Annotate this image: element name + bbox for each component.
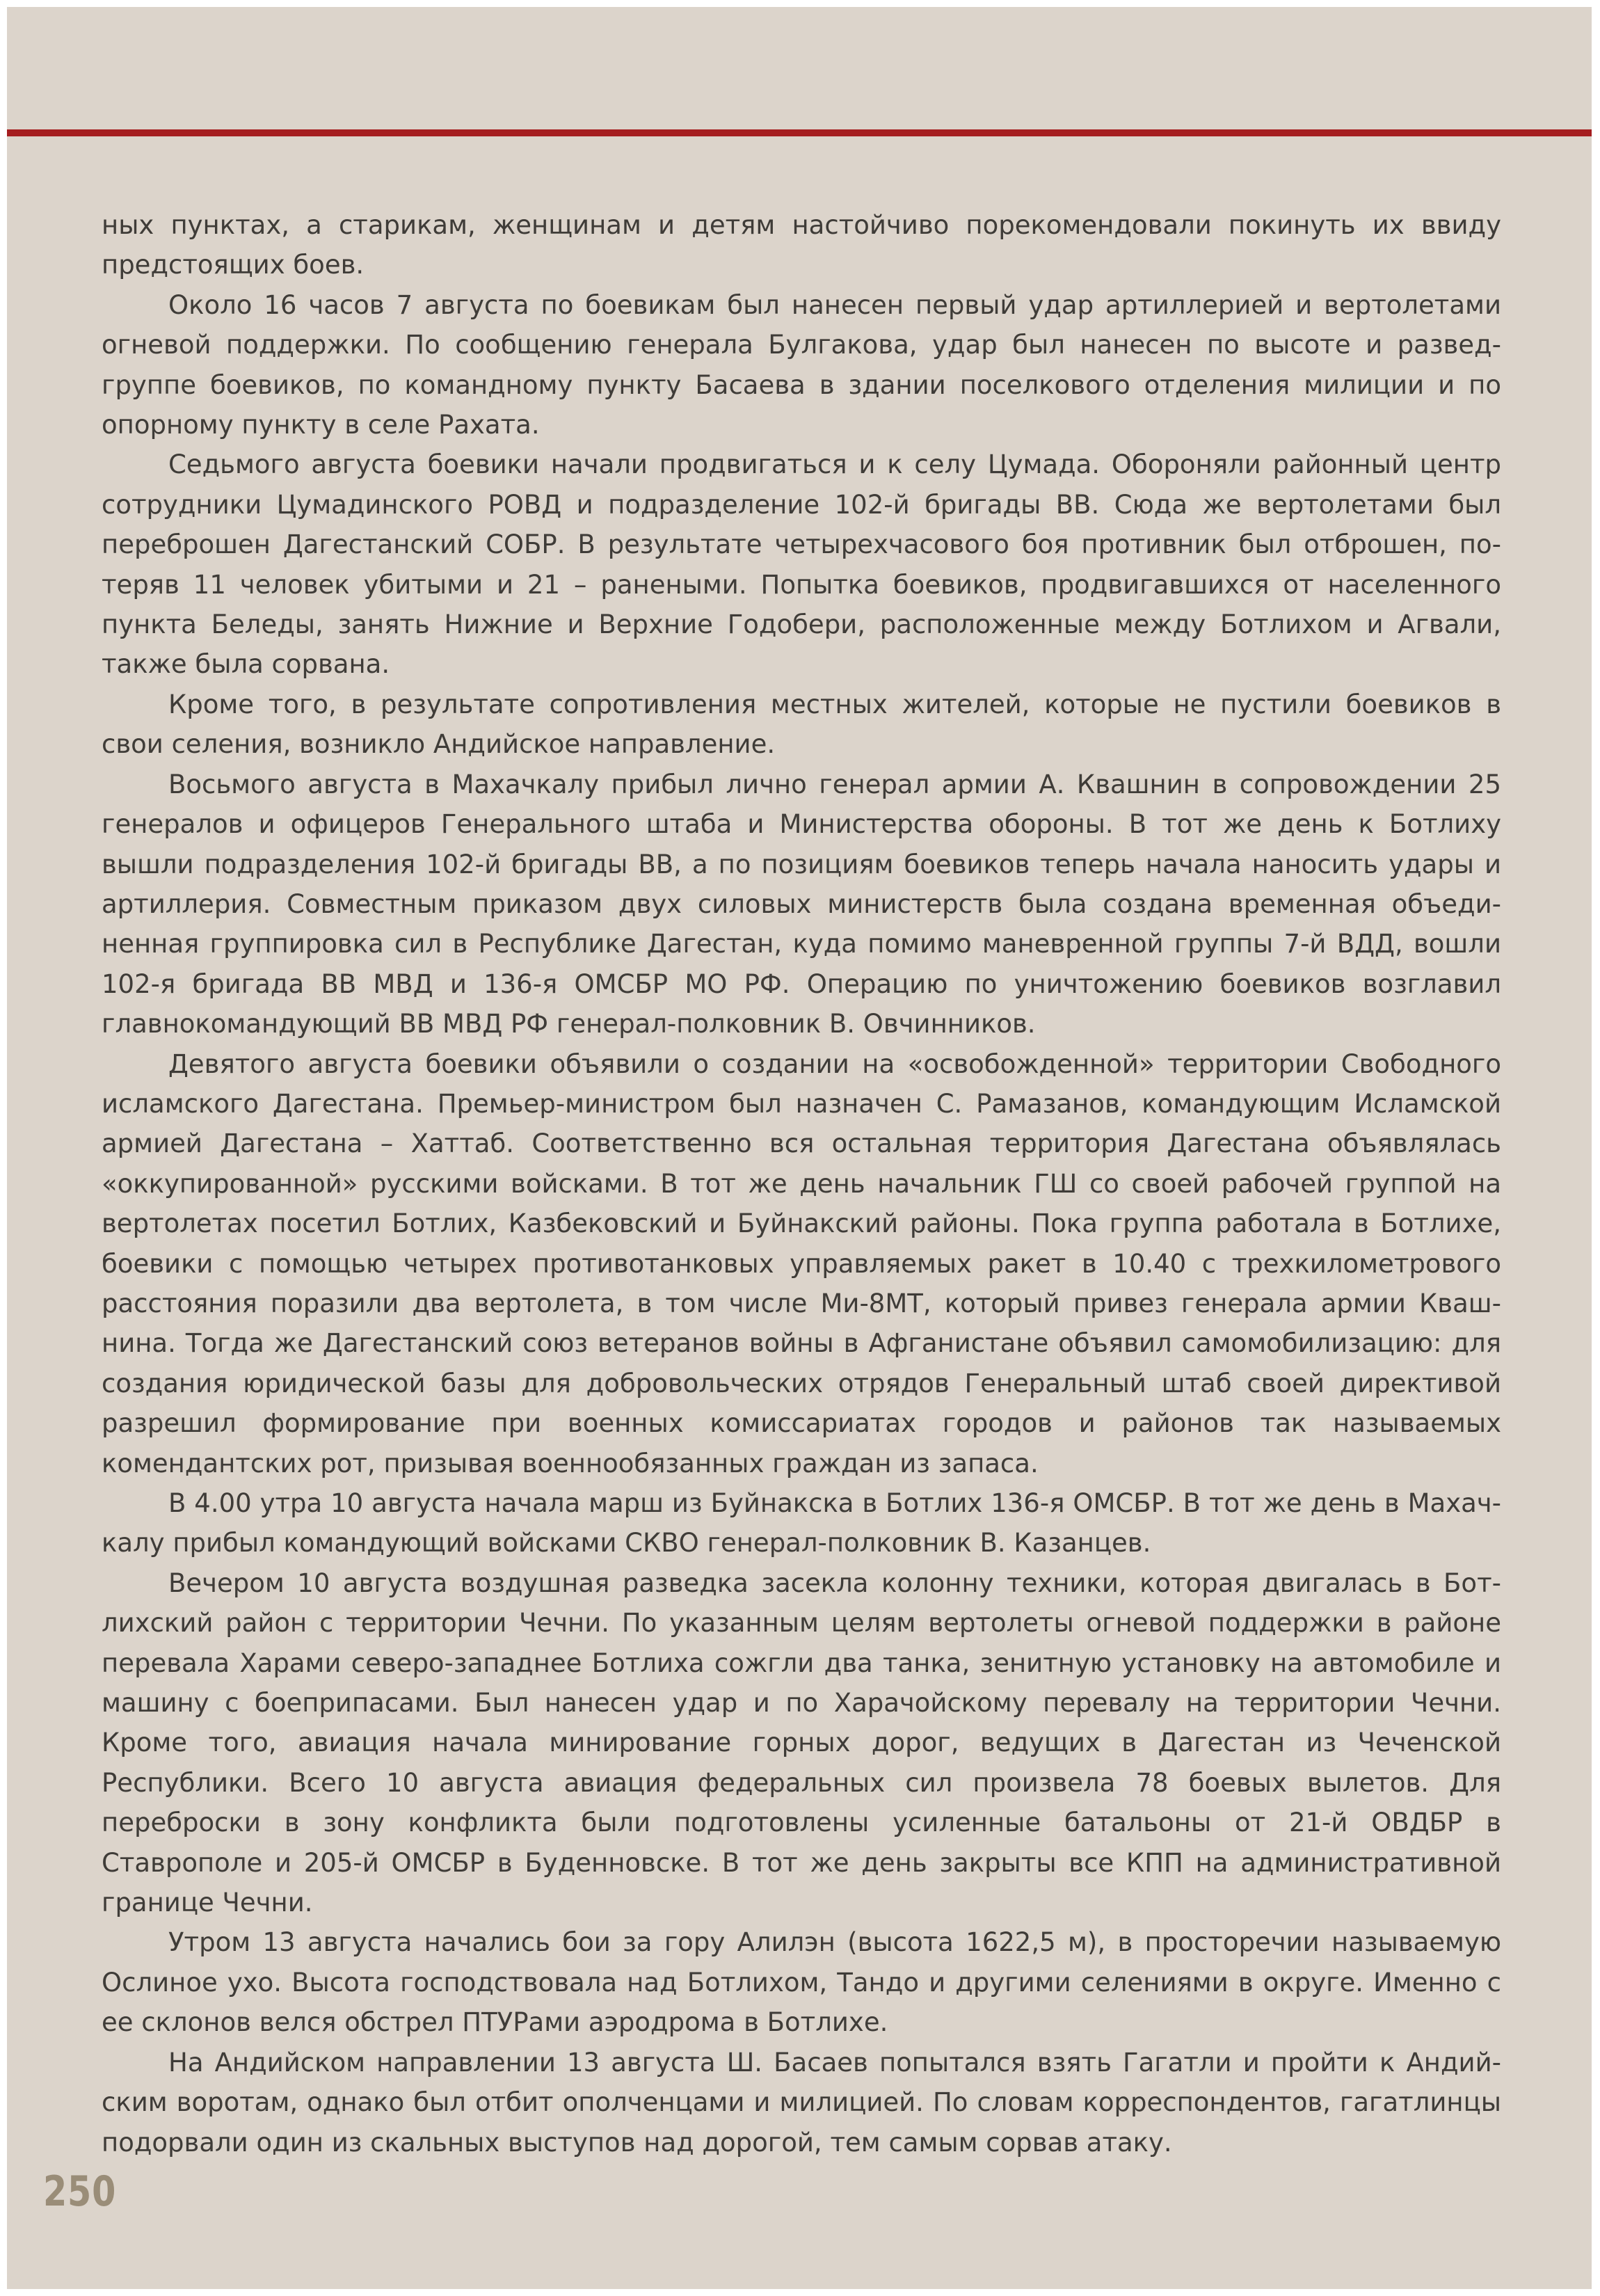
paragraph-6: Девятого августа боевики объявили о создании на «освобожденной» территории Свободного исламского Дагестана. Премьер-министром был назначен С. Рамазанов, командующим Исламской армией Дагестана – Хаттаб. Соответственно вся остальная территория Дагестана объявлялась «оккупированной» русскими войсками. В тот же день начальник ГШ со своей рабочей группой на вертолетах посетил Ботлих, Казбековский и Буйнакский районы. Пока группа работала в Ботлихе, боевики с помощью четырех противотанковых управляемых ракет в 10.40 с трехкилометрового расстояния поразили два вертолета, в том числе Ми-8МТ, который привез генерала армии Квашнина. Тогда же Дагестанский союз ветеранов войны в Афганистане объявил самомобилизацию: для создания юридической базы для добровольческих отрядов Генеральный штаб своей директивой разрешил формирование при военных комиссариатах городов и районов так называемых комендантских рот, призывая военнообязанных граждан из запаса. <box>102 1049 1501 1478</box>
book-page <box>7 7 1592 2289</box>
paragraph-5: Восьмого августа в Махачкалу прибыл лично генерал армии А. Квашнин в сопровождении 25 генералов и офицеров Генерального штаба и Министерства обороны. В тот же день к Ботлиху вышли подразделения 102-й бригады ВВ, а по позициям боевиков теперь начала наносить удары и артиллерия. Совместным приказом двух силовых министерств была создана временная объединенная группировка сил в Республике Дагестан, куда помимо маневренной группы 7-й ВДД, вошли 102-я бригада ВВ МВД и 136-я ОМСБР МО РФ. Операцию по уничтожению боевиков возглавил главнокомандующий ВВ МВД РФ генерал-полковник В. Овчинников. <box>102 769 1501 1039</box>
paragraph-9: Утром 13 августа начались бои за гору Алилэн (высота 1622,5 м), в просторечии называемую Ослиное ухо. Высота господствовала над Ботлихом, Тандо и другими селениями в округе. Именно с ее склонов велся обстрел ПТУРами аэродрома в Ботлихе. <box>102 1927 1501 2038</box>
header-rule <box>7 129 1592 136</box>
paragraph-3: Седьмого августа боевики начали продвигаться и к селу Цумада. Обороняли районный центр сотрудники Цумадинского РОВД и подразделение 102-й бригады ВВ. Сюда же вертолетами был переброшен Дагестанский СОБР. В результате четырехчасового боя противник был отброшен, потеряв 11 человек убитыми и 21 – ранеными. Попытка боевиков, продвигавшихся от населенного пункта Беледы, занять Нижние и Верхние Годобери, расположенные между Ботлихом и Агвали, также была сорвана. <box>102 449 1501 680</box>
paragraph-1: ных пунктах, а старикам, женщинам и детям настойчиво порекомендовали покинуть их ввиду предстоящих боев. <box>102 210 1501 280</box>
page-number: 250 <box>43 2167 117 2216</box>
paragraph-10: На Андийском направлении 13 августа Ш. Басаев попытался взять Гагатли и пройти к Андийским воротам, однако был отбит ополченцами и милицией. По словам корреспондентов, гагатлинцы подорвали один из скальных выступов над дорогой, тем самым сорвав атаку. <box>102 2047 1501 2158</box>
paragraph-4: Кроме того, в результате сопротивления местных жителей, которые не пустили боевиков в свои селения, возникло Андийское направление. <box>102 689 1501 760</box>
body-text <box>102 205 1501 2162</box>
paragraph-8: Вечером 10 августа воздушная разведка засекла колонну техники, которая двигалась в Ботлихский район с территории Чечни. По указанным целям вертолеты огневой поддержки в районе перевала Харами северо-западнее Ботлиха сожгли два танка, зенитную установку на автомобиле и машину с боеприпасами. Был нанесен удар и по Харачойскому перевалу на территории Чечни. Кроме того, авиация начала минирование горных дорог, ведущих в Дагестан из Чеченской Республики. Всего 10 августа авиация федеральных сил произвела 78 боевых вылетов. Для переброски в зону конфликта были подготовлены усиленные батальоны от 21-й ОВДБР в Ставрополе и 205-й ОМСБР в Буденновске. В тот же день закрыты все КПП на административной границе Чечни. <box>102 1568 1501 1918</box>
paragraph-2: Около 16 часов 7 августа по боевикам был нанесен первый удар артиллерией и вертолетами огневой поддержки. По сообщению генерала Булгакова, удар был нанесен по высоте и разведгруппе боевиков, по командному пункту Басаева в здании поселкового отделения милиции и по опорному пункту в селе Рахата. <box>102 289 1501 440</box>
paragraph-7: В 4.00 утра 10 августа начала марш из Буйнакска в Ботлих 136-я ОМСБР. В тот же день в Махачкалу прибыл командующий войсками СКВО генерал-полковник В. Казанцев. <box>102 1488 1501 1558</box>
